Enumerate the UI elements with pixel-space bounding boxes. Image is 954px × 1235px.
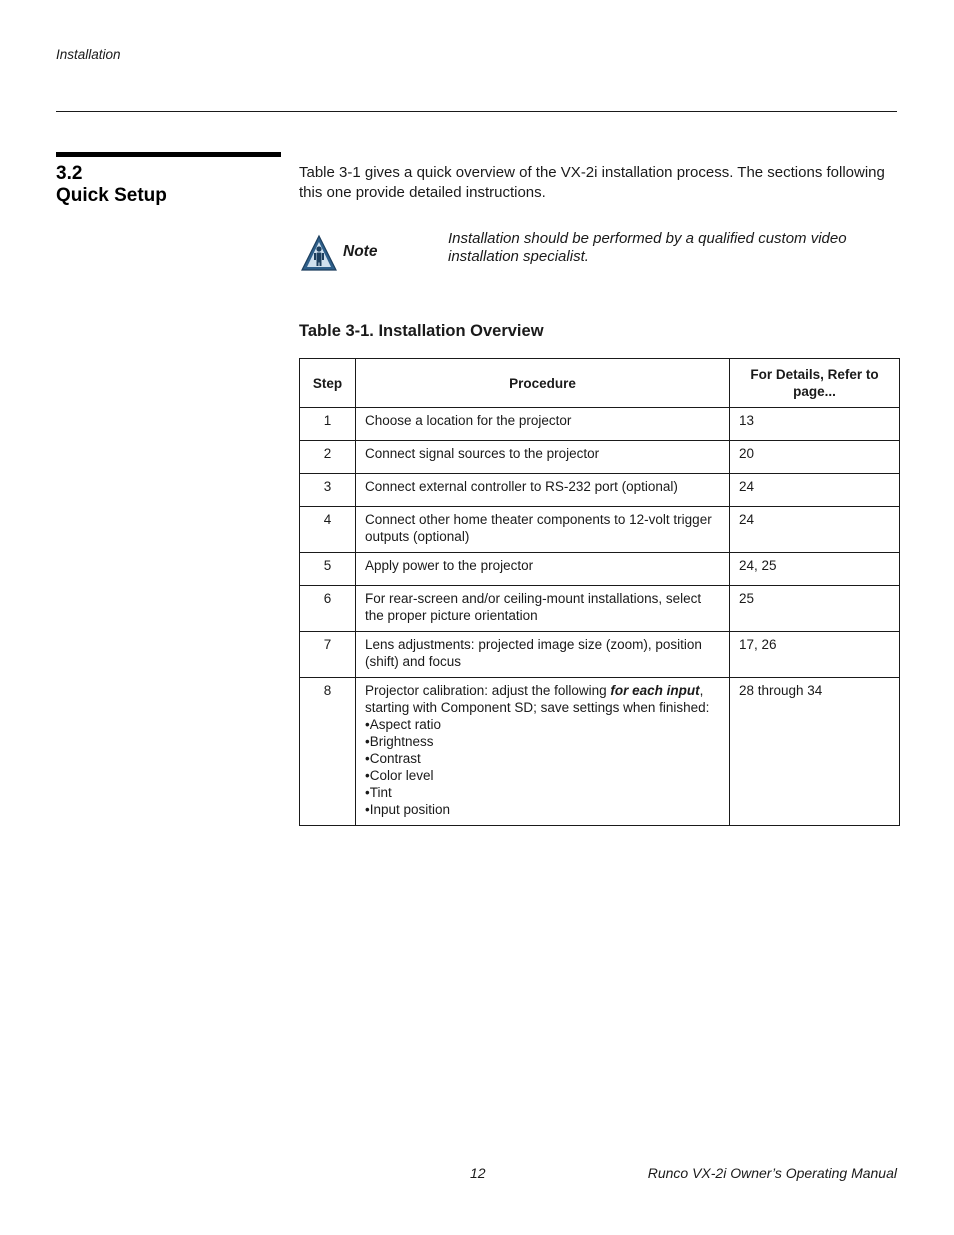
- table-row: [300, 507, 900, 553]
- table-row: [300, 586, 900, 632]
- running-header: Installation: [56, 47, 121, 62]
- procedure-text-after: , starting with Component SD; save settings when finished:: [365, 683, 710, 715]
- procedure-emphasis: for each input: [610, 683, 700, 698]
- table-header-row: [300, 359, 900, 408]
- procedure-cell: Lens adjustments: projected image size (zoom), position (shift) and focus: [356, 632, 730, 678]
- pages-cell: 17, 26: [730, 632, 900, 678]
- step-cell: 1: [300, 408, 356, 441]
- table-row: [300, 474, 900, 507]
- table-row: [300, 553, 900, 586]
- pages-cell: 24: [730, 474, 900, 507]
- procedure-cell: [356, 678, 730, 826]
- table-row: [300, 441, 900, 474]
- table-row: [300, 678, 900, 826]
- table-row: [300, 632, 900, 678]
- note-label: Note: [343, 243, 378, 260]
- manual-title: Runco VX-2i Owner’s Operating Manual: [647, 1165, 897, 1181]
- installation-overview-table: [299, 358, 900, 826]
- pages-cell: 24: [730, 507, 900, 553]
- header-details: For Details, Refer to page...: [730, 359, 900, 408]
- pages-cell: 20: [730, 441, 900, 474]
- list-item: • Input position: [365, 801, 720, 818]
- calibration-list: [365, 716, 720, 818]
- step-cell: 3: [300, 474, 356, 507]
- step-cell: 2: [300, 441, 356, 474]
- header-step: Step: [300, 359, 356, 408]
- list-item: • Tint: [365, 784, 720, 801]
- procedure-cell: Connect signal sources to the projector: [356, 441, 730, 474]
- header-procedure: Procedure: [356, 359, 730, 408]
- step-cell: 4: [300, 507, 356, 553]
- pages-cell: 24, 25: [730, 553, 900, 586]
- pages-cell: 25: [730, 586, 900, 632]
- page-number: 12: [470, 1165, 486, 1181]
- note-text: Installation should be performed by a qualified custom video installation specialist.: [448, 230, 847, 265]
- procedure-cell: Connect other home theater components to 12-volt trigger outputs (optional): [356, 507, 730, 553]
- step-cell: 8: [300, 678, 356, 826]
- list-item: • Brightness: [365, 733, 720, 750]
- pages-cell: 13: [730, 408, 900, 441]
- procedure-cell: Connect external controller to RS-232 port (optional): [356, 474, 730, 507]
- pages-cell: 28 through 34: [730, 678, 900, 826]
- list-item: • Contrast: [365, 750, 720, 767]
- procedure-text-before: Projector calibration: adjust the following: [365, 683, 611, 698]
- table-title: Table 3-1. Installation Overview: [299, 322, 544, 340]
- step-cell: 5: [300, 553, 356, 586]
- procedure-cell: Choose a location for the projector: [356, 408, 730, 441]
- step-cell: 6: [300, 586, 356, 632]
- step-cell: 7: [300, 632, 356, 678]
- note-person-icon: [300, 234, 338, 272]
- header-rule: [56, 111, 897, 112]
- table-row: [300, 408, 900, 441]
- section-number: 3.2: [56, 163, 83, 184]
- intro-paragraph: Table 3-1 gives a quick overview of the VX-2i installation process. The sections following this one provide detailed instructions.: [299, 164, 885, 201]
- procedure-cell: For rear-screen and/or ceiling-mount installations, select the proper picture orientation: [356, 586, 730, 632]
- list-item: • Color level: [365, 767, 720, 784]
- list-item: • Aspect ratio: [365, 716, 720, 733]
- section-title: Quick Setup: [56, 185, 167, 206]
- procedure-cell: Apply power to the projector: [356, 553, 730, 586]
- section-bar: [56, 152, 281, 157]
